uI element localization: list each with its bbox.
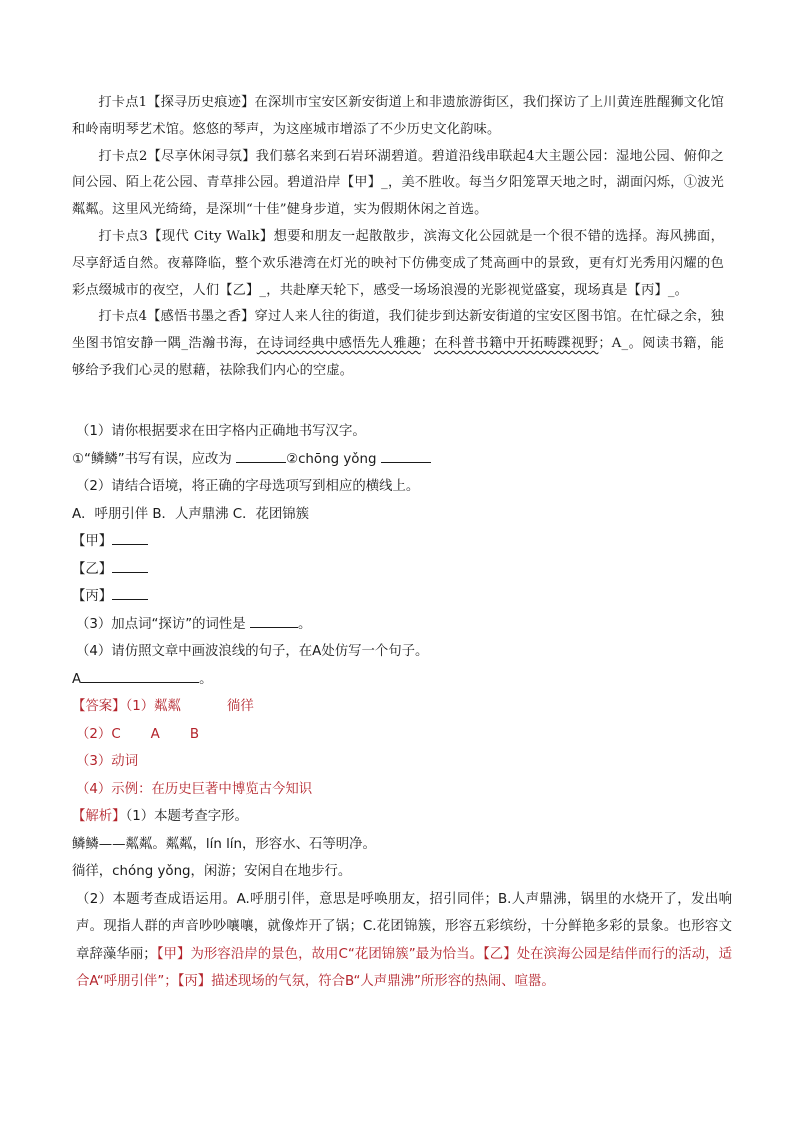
answer-blank-bing [112, 586, 148, 600]
analysis-1: （1）本题考查字形。 [125, 809, 248, 824]
answer-label: 【答案】 [72, 699, 126, 714]
analysis-line-3: 徜徉，chóng yǒng，闲游；安闲自在地步行。 [72, 864, 352, 879]
answer-line-2 [72, 721, 732, 749]
answer-line-3: （3）动词 [76, 754, 139, 769]
bing-label: 【丙】 [72, 589, 113, 604]
answer-line-1 [72, 693, 732, 721]
question-1-items [72, 446, 732, 474]
answer-1-num: （1） [125, 699, 155, 714]
question-2-bing [72, 583, 732, 611]
answer-blank-1b [381, 449, 431, 463]
question-4: （4）请仿照文章中画波浪线的句子，在A处仿写一个句子。 [76, 644, 429, 659]
passage-paragraph-2: 打卡点2【尽享休闲寻氛】我们慕名来到石岩环湖碧道。碧道沿线串联起4大主题公园：湿地公园、俯仰之间公园、陌上花公园、青草排公园。碧道沿岸【甲】_，美不胜收。每当夕阳笼罩天地之时，湖面闪烁，①波光粼粼。这里风光绮绮，是深圳“十佳”健身步道，实为假期休闲之首选。 [72, 148, 724, 218]
answer-blank-4 [81, 669, 199, 683]
answer-blank-yi [112, 559, 148, 573]
passage-paragraph-4-end: ；A_。阅读书籍，能够给予我们心灵的慰藉，祛除我们内心的空虚。 [72, 336, 724, 378]
question-1-item-b: ②chōng yǒng [286, 451, 377, 467]
passage-paragraph-4-start: 打卡点4【感悟书墨之香】穿过人来人往的街道，我们徒步到达新安街道的宝安区图书馆。在忙碌之余，独坐图书馆安静一隅_浩瀚书海， [72, 309, 724, 352]
question-1: （1）请你根据要求在田字格内正确地书写汉字。 [76, 424, 366, 439]
question-2: （2）请结合语境，将正确的字母选项写到相应的横线上。 [76, 479, 420, 494]
analysis-paragraph-2 [72, 886, 732, 996]
passage-paragraph-1: 打卡点1【探寻历史痕迹】在深圳市宝安区新安街道上和非遗旅游街区，我们探访了上川黄连胜醒狮文化馆和岭南明琴艺术馆。悠悠的琴声，为这座城市增添了不少历史文化韵味。 [72, 95, 724, 137]
analysis-line-2: 鳞鳞——粼粼。粼粼，lín lín，形容水、石等明净。 [72, 836, 376, 852]
question-2-jia [72, 528, 732, 556]
answer-2-choice-1: C [111, 726, 121, 742]
answer-blank-1a [236, 449, 286, 463]
wavy-underlined-sentence-1: 在诗词经典中感悟先人雅趣 [256, 336, 421, 352]
passage-paragraph-3: 打卡点3【现代 City Walk】想要和朋友一起散散步，滨海文化公园就是一个很不错的选择。海风拂面，尽享舒适自然。夜幕降临，整个欢乐港湾在灯光的映衬下仿佛变成了梵高画中的景致，更有灯光秀用闪耀的色彩点缀城市的夜空，人们【乙】_，共赴摩天轮下，感受一场场浪漫的光影视觉盛宴，现场真是【丙】_。 [72, 228, 724, 298]
yi-label: 【乙】 [72, 561, 113, 577]
question-4-label: A [72, 671, 82, 687]
analysis-line-1 [72, 803, 732, 831]
question-3 [72, 611, 732, 639]
passage-paragraph-4 [72, 304, 724, 384]
question-3-text: （3）加点词“探访”的词性是 [76, 616, 246, 632]
answer-1-word-1: 粼粼 [154, 699, 181, 714]
questions-and-answers [72, 418, 732, 996]
analysis-2-red-text: 【甲】为形容沿岸的景色，故用C“花团锦簇”最为恰当。【乙】处在滨海公园是结伴而行的活动，适合A“呼朋引伴”；【丙】描述现场的气氛，符合B“人声鼎沸”所形容的热闹、喧嚣。 [76, 946, 733, 989]
answer-blank-jia [112, 531, 148, 545]
question-4-line [72, 666, 732, 694]
answer-line-4: （4）示例：在历史巨著中博览古今知识 [76, 781, 313, 797]
answer-1-word-2: 徜徉 [226, 699, 254, 714]
question-2-options: A．呼朋引伴 B．人声鼎沸 C．花团锦簇 [72, 506, 310, 522]
answer-2-choice-3: B [189, 726, 200, 742]
question-3-end: 。 [297, 616, 312, 632]
wavy-underlined-sentence-2: 在科普书籍中开拓畴蹀视野 [434, 336, 599, 352]
answer-2-num: （2） [76, 726, 112, 742]
answer-blank-3 [250, 614, 298, 628]
analysis-label: 【解析】 [72, 809, 126, 824]
passage-separator: ； [420, 336, 435, 352]
question-2-yi [72, 556, 732, 584]
answer-2-choice-2: A [150, 726, 160, 742]
question-4-end: 。 [199, 671, 213, 687]
question-1-item-a: ①“鳞鳞”书写有误，应改为 [72, 451, 232, 467]
analysis-2-text: （2）本题考查成语运用。A.呼朋引伴，意思是呼唤朋友，招引同伴；B.人声鼎沸，锅里的水烧开了，发出响声。现指人群的声音吵吵嚷嚷，就像炸开了锅；C.花团锦簇，形容五彩缤纷，十分鲜艳多彩的景象。也形容文章辞藻华丽； [76, 891, 732, 962]
jia-label: 【甲】 [72, 534, 113, 549]
reading-passage [72, 90, 724, 385]
